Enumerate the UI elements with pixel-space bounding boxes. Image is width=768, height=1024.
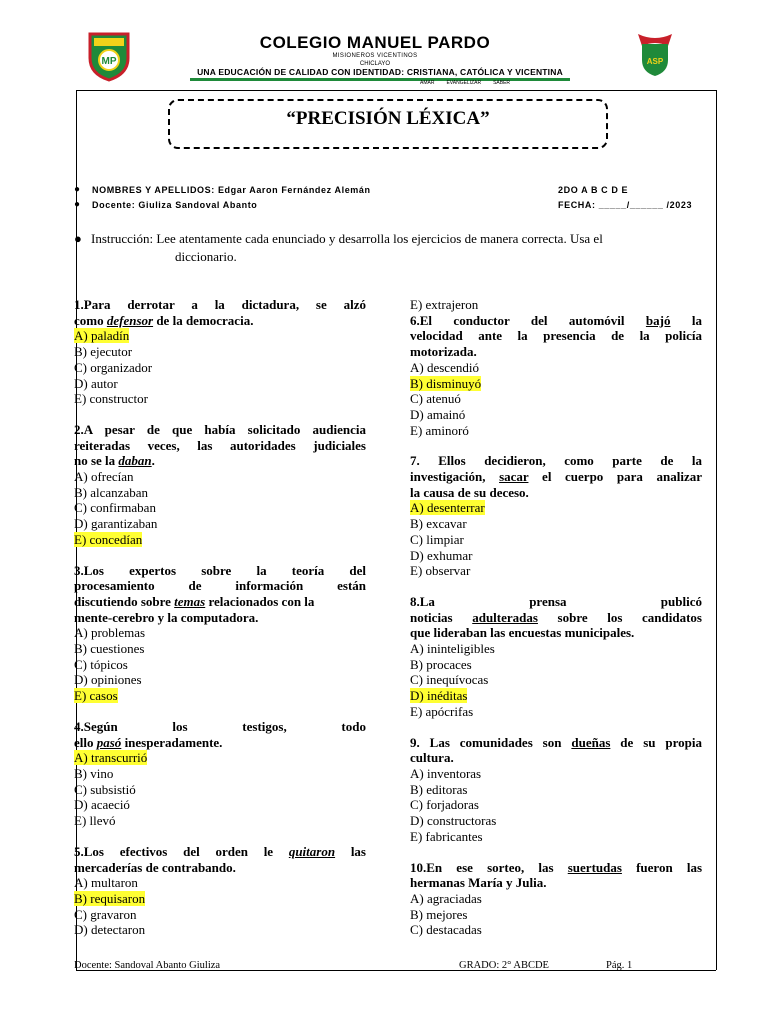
q4-option-d[interactable]: D) acaeció bbox=[74, 797, 130, 813]
q10-keyword: suertudas bbox=[567, 859, 622, 875]
q8-option-c[interactable]: C) inequívocas bbox=[410, 672, 489, 688]
q1-keyword: defensor bbox=[106, 312, 154, 328]
q5-line1a: 5.Los efectivos del orden le bbox=[74, 843, 289, 859]
q9-option-c[interactable]: C) forjadoras bbox=[410, 797, 479, 813]
footer-grade: GRADO: 2° ABCDE bbox=[459, 960, 549, 971]
instruction bbox=[91, 230, 711, 248]
grade-sections: 2DO A B C D E bbox=[558, 185, 629, 195]
q1-option-b[interactable]: B) ejecutor bbox=[74, 344, 133, 360]
date-field: FECHA: _____/______ /2023 bbox=[558, 200, 693, 210]
q8-option-d[interactable]: D) inéditas bbox=[410, 688, 468, 704]
crest-left-text: MP bbox=[101, 56, 117, 67]
instruction-label: Instrucción: bbox=[91, 231, 154, 246]
q9-line2: cultura. bbox=[410, 750, 454, 766]
q9-keyword: dueñas bbox=[571, 734, 611, 750]
q2-line1: 2.A pesar de que había solicitado audiencia bbox=[74, 421, 366, 437]
q3-option-d[interactable]: D) opiniones bbox=[74, 672, 142, 688]
school-name: COLEGIO MANUEL PARDO bbox=[259, 33, 491, 52]
q2-line2: reiteradas veces, las autoridades judiciales bbox=[74, 437, 366, 453]
q9-option-a[interactable]: A) inventoras bbox=[410, 765, 482, 781]
q4-line2a: ello bbox=[74, 734, 97, 750]
question-2 bbox=[74, 422, 366, 548]
bullet-icon: ● bbox=[74, 231, 82, 246]
q8-option-a[interactable]: A) ininteligibles bbox=[410, 641, 495, 657]
q9-line1b: de su propia bbox=[610, 734, 702, 750]
q5-option-d[interactable]: D) detectaron bbox=[74, 922, 146, 938]
q5-option-c[interactable]: C) gravaron bbox=[74, 906, 137, 922]
q7-line3: la causa de su deceso. bbox=[410, 484, 529, 500]
q7-keyword: sacar bbox=[499, 469, 529, 485]
q4-line2b: inesperadamente. bbox=[121, 734, 223, 750]
q4-option-a[interactable]: A) transcurrió bbox=[74, 750, 148, 766]
value-3: SABER bbox=[493, 80, 511, 86]
question-4 bbox=[74, 719, 366, 829]
q1-option-e[interactable]: E) constructor bbox=[74, 391, 149, 407]
q6-option-c[interactable]: C) atenuó bbox=[410, 391, 461, 407]
q1-line2b: de la democracia. bbox=[153, 312, 254, 328]
q3-line4: mente-cerebro y la computadora. bbox=[74, 609, 259, 625]
q5-option-e[interactable]: E) extrajeron bbox=[410, 297, 479, 312]
q9-option-d[interactable]: D) constructoras bbox=[410, 813, 497, 829]
value-2: EVANGELIZAR bbox=[446, 80, 482, 86]
bullet-icon: ● bbox=[74, 184, 81, 195]
value-1: AMAR bbox=[420, 80, 435, 86]
q8-line3: que lideraban las encuestas municipales. bbox=[410, 625, 635, 641]
q2-line3b: . bbox=[151, 453, 155, 469]
frame-right bbox=[716, 90, 717, 970]
question-6 bbox=[410, 313, 702, 439]
q2-keyword: daban bbox=[118, 453, 152, 469]
q7-line2b: el cuerpo para analizar bbox=[528, 469, 702, 485]
q6-option-e[interactable]: E) aminoró bbox=[410, 422, 469, 438]
q10-option-a[interactable]: A) agraciadas bbox=[410, 890, 482, 906]
q8-option-e[interactable]: E) apócrifas bbox=[410, 703, 474, 719]
q4-keyword: pasó bbox=[96, 734, 122, 750]
q10-line2: hermanas María y Julia. bbox=[410, 875, 547, 891]
q3-line3a: discutiendo sobre bbox=[74, 593, 175, 609]
q3-option-b[interactable]: B) cuestiones bbox=[74, 641, 145, 657]
q3-option-c[interactable]: C) tópicos bbox=[74, 656, 128, 672]
q7-option-b[interactable]: B) excavar bbox=[410, 516, 467, 532]
q1-line2a: como bbox=[74, 312, 107, 328]
right-column bbox=[410, 297, 702, 938]
school-values bbox=[420, 80, 580, 86]
q1-line1: 1.Para derrotar a la dictadura, se alzó bbox=[74, 297, 366, 312]
question-1 bbox=[74, 297, 366, 407]
q5-line1b: las bbox=[335, 843, 366, 859]
q8-line2a: noticias bbox=[410, 609, 473, 625]
q7-line1: 7. Ellos decidieron, como parte de la bbox=[410, 453, 702, 469]
crest-right-text: ASP bbox=[646, 57, 664, 66]
q3-keyword: temas bbox=[174, 593, 206, 609]
school-motto: UNA EDUCACIÓN DE CALIDAD CON IDENTIDAD: CRISTIANA, CATÓLICA Y VICENTINA bbox=[197, 67, 563, 77]
frame-top bbox=[76, 90, 716, 91]
question-3 bbox=[74, 563, 366, 704]
q10-option-c[interactable]: C) destacadas bbox=[410, 922, 482, 938]
q1-option-d[interactable]: D) autor bbox=[74, 375, 118, 391]
q1-option-a[interactable]: A) paladín bbox=[74, 328, 130, 344]
q6-line2: velocidad ante la presencia de la policía bbox=[410, 328, 702, 344]
q9-option-b[interactable]: B) editoras bbox=[410, 781, 468, 797]
q6-line1a: 6.El conductor del automóvil bbox=[410, 312, 646, 328]
question-5 bbox=[74, 844, 366, 938]
q2-option-e[interactable]: E) concedían bbox=[74, 531, 143, 547]
footer-page-number: Pág. 1 bbox=[606, 960, 633, 971]
q10-line1a: 10.En ese sorteo, las bbox=[410, 859, 568, 875]
q2-option-b[interactable]: B) alcanzaban bbox=[74, 484, 148, 500]
q2-option-d[interactable]: D) garantizaban bbox=[74, 516, 158, 532]
q1-option-c[interactable]: C) organizador bbox=[74, 359, 153, 375]
q4-line1: 4.Según los testigos, todo bbox=[74, 718, 366, 734]
bullet-icon: ● bbox=[74, 199, 81, 210]
q4-option-b[interactable]: B) vino bbox=[74, 765, 114, 781]
q5-option-b[interactable]: B) requisaron bbox=[74, 890, 146, 906]
student-name: NOMBRES Y APELLIDOS: Edgar Aaron Fernández Alemán bbox=[92, 185, 371, 195]
question-8 bbox=[410, 594, 702, 720]
q8-line2b: sobre los candidatos bbox=[537, 609, 702, 625]
q6-option-d[interactable]: D) amainó bbox=[410, 406, 466, 422]
school-city: CHICLAYO bbox=[359, 61, 391, 67]
q3-option-a[interactable]: A) problemas bbox=[74, 625, 146, 641]
q7-option-d[interactable]: D) exhumar bbox=[410, 547, 473, 563]
q5-option-a[interactable]: A) multaron bbox=[74, 875, 138, 891]
q5-keyword: quitaron bbox=[288, 843, 336, 859]
left-column bbox=[74, 297, 366, 938]
q3-line3b: relacionados con la bbox=[205, 593, 315, 609]
school-subtitle: MISIONEROS VICENTINOS bbox=[332, 53, 418, 59]
q6-option-b[interactable]: B) disminuyó bbox=[410, 375, 482, 391]
q3-line2: procesamiento de información están bbox=[74, 578, 366, 594]
q4-option-c[interactable]: C) subsistió bbox=[74, 781, 136, 797]
school-crest-right bbox=[632, 30, 678, 78]
q8-line1: 8.La prensa publicó bbox=[410, 593, 702, 609]
q7-option-a[interactable]: A) desenterrar bbox=[410, 500, 485, 516]
q2-line3a: no se la bbox=[74, 453, 119, 469]
q4-option-e[interactable]: E) llevó bbox=[74, 813, 116, 829]
q7-option-c[interactable]: C) limpiar bbox=[410, 531, 464, 547]
instruction-text-2: diccionario. bbox=[175, 249, 237, 264]
footer-teacher: Docente: Sandoval Abanto Giuliza bbox=[74, 960, 221, 971]
q8-option-b[interactable]: B) procaces bbox=[410, 656, 472, 672]
q9-option-e[interactable]: E) fabricantes bbox=[410, 828, 483, 844]
teacher-name: Docente: Giuliza Sandoval Abanto bbox=[92, 200, 258, 210]
q3-option-e[interactable]: E) casos bbox=[74, 688, 118, 704]
q7-line2a: investigación, bbox=[410, 469, 500, 485]
q2-option-c[interactable]: C) confirmaban bbox=[74, 500, 156, 516]
instruction-text: Lee atentamente cada enunciado y desarrolla los ejercicios de manera correcta. Usa el bbox=[156, 231, 603, 246]
q6-option-a[interactable]: A) descendió bbox=[410, 359, 479, 375]
worksheet-title: “PRECISIÓN LÉXICA” bbox=[286, 108, 490, 129]
q10-option-b[interactable]: B) mejores bbox=[410, 906, 468, 922]
question-9 bbox=[410, 735, 702, 845]
q6-keyword: bajó bbox=[645, 312, 671, 328]
question-10 bbox=[410, 860, 702, 939]
q6-line3: motorizada. bbox=[410, 344, 477, 360]
q3-line1: 3.Los expertos sobre la teoría del bbox=[74, 562, 366, 578]
q6-line1b: la bbox=[670, 312, 702, 328]
q2-option-a[interactable]: A) ofrecían bbox=[74, 469, 134, 485]
q10-line1b: fueron las bbox=[621, 859, 702, 875]
school-crest-left bbox=[86, 30, 132, 82]
q7-option-e[interactable]: E) observar bbox=[410, 563, 471, 579]
q9-line1a: 9. Las comunidades son bbox=[410, 734, 572, 750]
q8-keyword: adulteradas bbox=[472, 609, 538, 625]
question-7 bbox=[410, 453, 702, 579]
q5-line2: mercaderías de contrabando. bbox=[74, 859, 236, 875]
